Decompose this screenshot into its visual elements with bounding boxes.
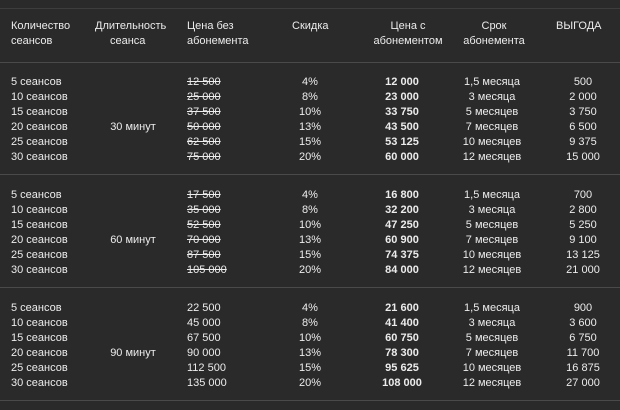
discount-cell: 4%	[302, 189, 318, 201]
discount-cell: 8%	[302, 91, 318, 103]
table-row	[0, 263, 620, 278]
sessions-cell: 30 сеансов	[11, 377, 68, 389]
table-row	[0, 331, 620, 346]
table-header	[0, 19, 620, 59]
price-with-cell: 16 800	[385, 189, 419, 201]
sessions-cell: 20 сеансов	[11, 121, 68, 133]
table-row	[0, 316, 620, 331]
table-row	[0, 90, 620, 105]
price-with-cell: 84 000	[385, 264, 419, 276]
term-cell: 10 месяцев	[462, 136, 522, 148]
term-cell: 10 месяцев	[462, 249, 522, 261]
benefit-cell: 5 250	[569, 219, 597, 231]
term-cell: 5 месяцев	[465, 332, 519, 344]
table-top-border	[0, 8, 620, 9]
price-without-cell: 52 500	[187, 219, 221, 231]
term-cell: 1,5 месяца	[464, 302, 520, 314]
table-row	[0, 248, 620, 263]
price-with-cell: 43 500	[385, 121, 419, 133]
header-benefit	[556, 19, 602, 34]
header-sessions	[11, 19, 70, 49]
discount-cell: 10%	[298, 332, 322, 344]
price-with-cell: 32 200	[385, 204, 419, 216]
header-term	[462, 19, 526, 49]
price-with-cell: 33 750	[385, 106, 419, 118]
sessions-cell: 10 сеансов	[11, 91, 68, 103]
discount-cell: 15%	[298, 136, 322, 148]
header-term-line-1: Срок	[481, 20, 507, 32]
price-without-cell: 22 500	[187, 302, 221, 314]
price-with-cell: 47 250	[385, 219, 419, 231]
price-with-cell: 74 375	[385, 249, 419, 261]
price-without-cell: 37 500	[187, 106, 221, 118]
price-with-cell: 23 000	[385, 91, 419, 103]
discount-cell: 13%	[298, 347, 322, 359]
header-sessions-line-2: сеансов	[11, 35, 53, 47]
header-price-without	[187, 19, 249, 49]
header-duration-line-1: Длительность	[95, 20, 167, 32]
table-row	[0, 105, 620, 120]
discount-cell: 15%	[298, 249, 322, 261]
header-discount	[292, 19, 329, 34]
term-cell: 12 месяцев	[462, 264, 522, 276]
price-with-cell: 108 000	[382, 377, 422, 389]
header-term-line-2: абонемента	[463, 35, 525, 47]
discount-cell: 8%	[302, 317, 318, 329]
price-without-cell: 17 500	[187, 189, 221, 201]
benefit-cell: 2 000	[569, 91, 597, 103]
group-duration: 30 минут	[110, 121, 156, 133]
table-row	[0, 135, 620, 150]
header-discount-line-1: Скидка	[292, 20, 329, 32]
sessions-cell: 20 сеансов	[11, 347, 68, 359]
discount-cell: 4%	[302, 76, 318, 88]
sessions-cell: 25 сеансов	[11, 249, 68, 261]
discount-cell: 8%	[302, 204, 318, 216]
sessions-cell: 15 сеансов	[11, 106, 68, 118]
benefit-cell: 6 500	[569, 121, 597, 133]
term-cell: 3 месяца	[468, 317, 516, 329]
sessions-cell: 15 сеансов	[11, 219, 68, 231]
table-row	[0, 301, 620, 316]
price-without-cell: 75 000	[187, 151, 221, 163]
sessions-cell: 25 сеансов	[11, 362, 68, 374]
header-duration-line-2: сеанса	[110, 35, 146, 47]
group-duration: 90 минут	[110, 347, 156, 359]
header-price-with-line-1: Цена с	[390, 20, 426, 32]
term-cell: 7 месяцев	[465, 234, 519, 246]
sessions-cell: 30 сеансов	[11, 151, 68, 163]
table-row	[0, 150, 620, 165]
sessions-cell: 5 сеансов	[11, 189, 62, 201]
discount-cell: 10%	[298, 106, 322, 118]
price-with-cell: 12 000	[385, 76, 419, 88]
term-cell: 12 месяцев	[462, 151, 522, 163]
price-without-cell: 112 500	[187, 362, 226, 374]
header-divider	[0, 62, 620, 63]
header-price-without-line-2: абонемента	[187, 35, 249, 47]
discount-cell: 20%	[298, 264, 322, 276]
table-row	[0, 75, 620, 90]
benefit-cell: 13 125	[566, 249, 600, 261]
table-row	[0, 218, 620, 233]
header-duration	[95, 19, 166, 49]
group-duration: 60 минут	[110, 234, 156, 246]
price-without-cell: 105 000	[187, 264, 227, 276]
price-without-cell: 135 000	[187, 377, 227, 389]
price-without-cell: 90 000	[187, 347, 221, 359]
discount-cell: 15%	[298, 362, 322, 374]
table-row	[0, 120, 620, 135]
benefit-cell: 3 600	[569, 317, 597, 329]
price-with-cell: 41 400	[385, 317, 419, 329]
header-sessions-line-1: Количество	[11, 20, 71, 32]
sessions-cell: 25 сеансов	[11, 136, 68, 148]
price-without-cell: 70 000	[187, 234, 221, 246]
benefit-cell: 6 750	[569, 332, 597, 344]
price-without-cell: 87 500	[187, 249, 221, 261]
term-cell: 3 месяца	[468, 91, 516, 103]
price-with-cell: 78 300	[385, 347, 419, 359]
price-without-cell: 62 500	[187, 136, 221, 148]
benefit-cell: 27 000	[566, 377, 600, 389]
sessions-cell: 10 сеансов	[11, 317, 68, 329]
benefit-cell: 700	[573, 189, 593, 201]
benefit-cell: 11 700	[566, 347, 600, 359]
benefit-cell: 9 100	[569, 234, 597, 246]
benefit-cell: 21 000	[566, 264, 600, 276]
price-without-cell: 25 000	[187, 91, 221, 103]
term-cell: 10 месяцев	[462, 362, 522, 374]
term-cell: 12 месяцев	[462, 377, 522, 389]
term-cell: 5 месяцев	[465, 106, 519, 118]
group-divider	[0, 174, 620, 175]
sessions-cell: 10 сеансов	[11, 204, 68, 216]
header-price-without-line-1: Цена без	[187, 20, 234, 32]
term-cell: 1,5 месяца	[464, 189, 520, 201]
benefit-cell: 500	[573, 76, 593, 88]
price-without-cell: 50 000	[187, 121, 221, 133]
benefit-cell: 2 800	[569, 204, 597, 216]
price-with-cell: 60 000	[385, 151, 419, 163]
header-price-with-line-2: абонементом	[373, 35, 443, 47]
table-row	[0, 233, 620, 248]
table-bottom-border	[0, 400, 620, 401]
sessions-cell: 5 сеансов	[11, 76, 62, 88]
price-without-cell: 12 500	[187, 76, 221, 88]
discount-cell: 4%	[302, 302, 318, 314]
term-cell: 5 месяцев	[465, 219, 519, 231]
benefit-cell: 15 000	[566, 151, 600, 163]
term-cell: 3 месяца	[468, 204, 516, 216]
discount-cell: 13%	[298, 121, 322, 133]
group-divider	[0, 287, 620, 288]
price-with-cell: 95 625	[385, 362, 419, 374]
price-without-cell: 67 500	[187, 332, 221, 344]
table-row	[0, 188, 620, 203]
sessions-cell: 20 сеансов	[11, 234, 68, 246]
table-row	[0, 361, 620, 376]
sessions-cell: 30 сеансов	[11, 264, 68, 276]
discount-cell: 10%	[298, 219, 322, 231]
benefit-cell: 3 750	[569, 106, 597, 118]
sessions-cell: 5 сеансов	[11, 302, 62, 314]
sessions-cell: 15 сеансов	[11, 332, 68, 344]
price-without-cell: 35 000	[187, 204, 221, 216]
benefit-cell: 9 375	[569, 136, 597, 148]
header-benefit-line-1: ВЫГОДА	[556, 20, 602, 32]
term-cell: 7 месяцев	[465, 121, 519, 133]
table-row	[0, 203, 620, 218]
benefit-cell: 16 875	[566, 362, 600, 374]
discount-cell: 20%	[298, 151, 322, 163]
price-with-cell: 60 750	[385, 332, 419, 344]
price-with-cell: 21 600	[385, 302, 419, 314]
price-without-cell: 45 000	[187, 317, 221, 329]
discount-cell: 13%	[298, 234, 322, 246]
header-price-with	[372, 19, 444, 49]
price-with-cell: 60 900	[385, 234, 419, 246]
table-row	[0, 376, 620, 391]
benefit-cell: 900	[573, 302, 593, 314]
term-cell: 7 месяцев	[465, 347, 519, 359]
table-row	[0, 346, 620, 361]
price-with-cell: 53 125	[385, 136, 419, 148]
term-cell: 1,5 месяца	[464, 76, 520, 88]
discount-cell: 20%	[298, 377, 322, 389]
